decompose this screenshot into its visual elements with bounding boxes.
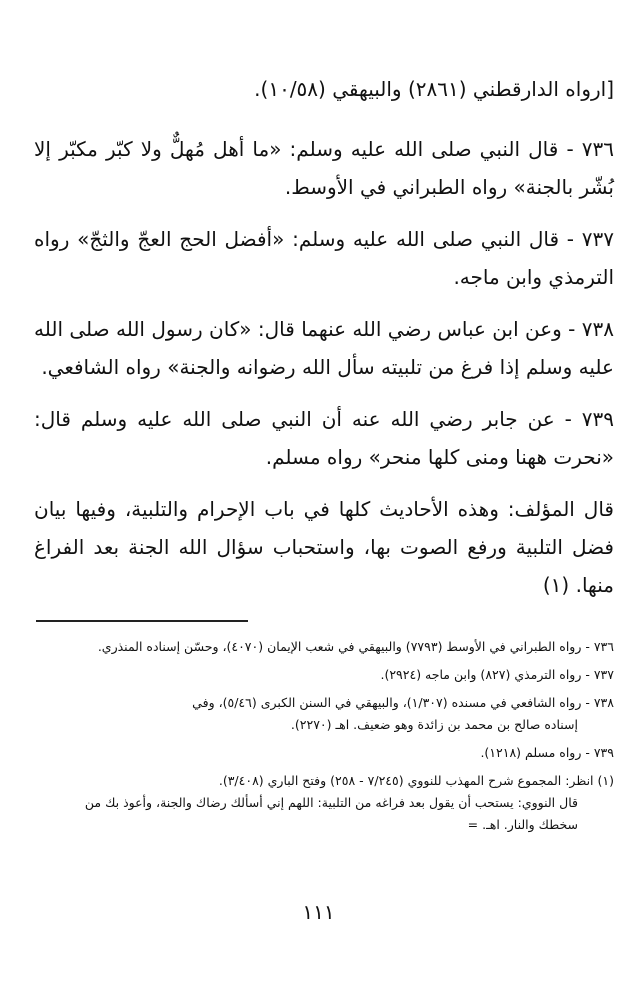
footnote-line: ٧٣٦ - رواه الطبراني في الأوسط (٧٧٩٣) والبيهقي في شعب الإيمان (٤٠٧٠)، وحسّن إسناده المنذري. bbox=[97, 639, 614, 654]
footnote-line: ٧٣٨ - رواه الشافعي في مسنده (١/٣٠٧)، والبيهقي في السنن الكبرى (٥/٤٦)، وفي bbox=[192, 695, 614, 710]
footnote-line: ٧٣٧ - رواه الترمذي (٨٢٧) وابن ماجه (٢٩٢٤). bbox=[380, 667, 614, 682]
paragraph-hadith-736: ٧٣٦ - قال النبي صلى الله عليه وسلم: «ما أهل مُهلٌّ ولا كبّر مكبّر إلا بُشّر بالجنة» رواه الطبراني في الأوسط. bbox=[34, 137, 614, 199]
paragraph-hadith-738: ٧٣٨ - وعن ابن عباس رضي الله عنهما قال: «كان رسول الله صلى الله عليه وسلم إذا فرغ من تلبيته سأل الله رضوانه والجنة» رواه الشافعي. bbox=[34, 317, 614, 379]
paragraph-commentary: قال المؤلف: وهذه الأحاديث كلها في باب الإحرام والتلبية، وفيها بيان فضل التلبية ورفع الصوت بها، واستحباب سؤال الله الجنة بعد الفراغ منها. (١) bbox=[34, 497, 614, 597]
footnote-separator bbox=[36, 620, 248, 622]
main-text bbox=[34, 70, 614, 618]
footnote-line: (١) انظر: المجموع شرح المهذب للنووي (٧/٢٤٥ - ٢٥٨) وفتح الباري (٣/٤٠٨). bbox=[218, 773, 614, 788]
paragraph-hadith-737: ٧٣٧ - قال النبي صلى الله عليه وسلم: «أفضل الحج العجّ والثجّ» رواه الترمذي وابن ماجه. bbox=[34, 227, 614, 289]
footnote-line: قال النووي: يستحب أن يقول بعد فراغه من التلبية: اللهم إني أسألك رضاك والجنة، وأعوذ بك من bbox=[84, 795, 578, 810]
footnote-line: إسناده صالح بن محمد بن زائدة وهو ضعيف. اهـ (٢٢٧٠). bbox=[290, 717, 578, 732]
footnote-line: سخطك والنار. اهـ. = bbox=[467, 817, 578, 832]
paragraph-hadith-739: ٧٣٩ - عن جابر رضي الله عنه أن النبي صلى الله عليه وسلم قال: «نحرت ههنا ومنى كلها منحر» رواه مسلم. bbox=[34, 407, 614, 469]
page-number: ١١١ bbox=[302, 900, 335, 924]
footnotes-section bbox=[34, 636, 614, 836]
footnote-line: ٧٣٩ - رواه مسلم (١٢١٨). bbox=[480, 745, 614, 760]
paragraph-intro: [ارواه الدارقطني (٢٨٦١) والبيهقي (١٠/٥٨). bbox=[254, 77, 614, 101]
